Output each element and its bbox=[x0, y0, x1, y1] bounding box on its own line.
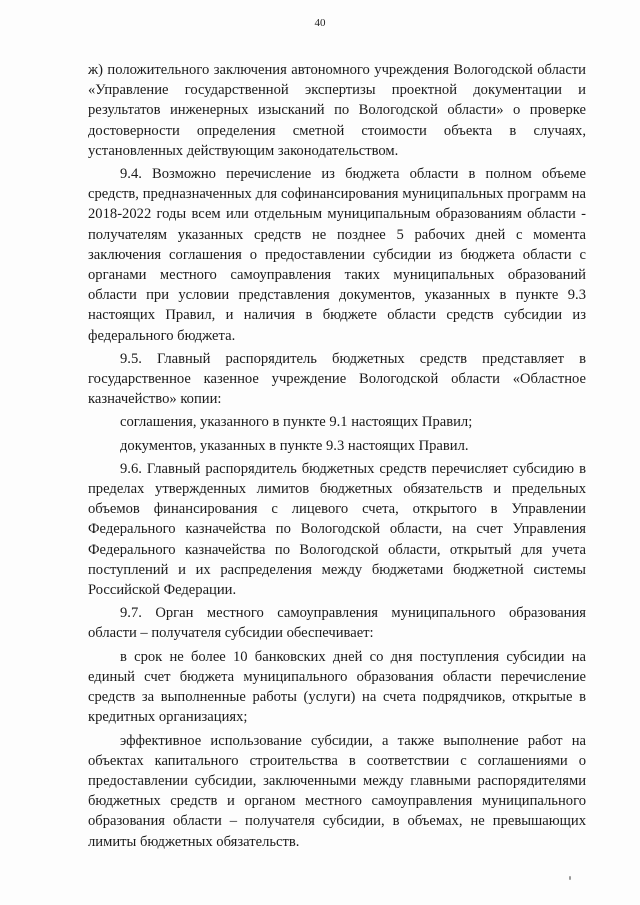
scan-speck bbox=[569, 876, 571, 880]
paragraph-9-7: 9.7. Орган местного самоуправления муниципального образования области – получателя субсидии обеспечивает: bbox=[88, 605, 586, 642]
paragraph-9-7-item-effective-use: эффективное использование субсидии, а также выполнение работ на объектах капитального строительства в соответствии с соглашениями о предоставлении субсидии, заключенными между главными распорядителями бюджетных средств и органом местного самоуправления муниципального образования области – получателя субсидии, в объемах, не превышающих лимиты бюджетных обязательств. bbox=[88, 732, 586, 850]
document-body bbox=[88, 60, 586, 852]
paragraph-9-7-item-transfer: в срок не более 10 банковских дней со дня поступления субсидии на единый счет бюджета муниципального образования области перечисление средств за выполненные работы (услуги) на счета подрядчиков, открытые в кредитных организациях; bbox=[88, 648, 586, 726]
paragraph-9-5: 9.5. Главный распорядитель бюджетных средств представляет в государственное казенное учреждение Вологодской области «Областное казначейство» копии: bbox=[88, 350, 586, 408]
page-number: 40 bbox=[314, 17, 326, 29]
paragraph-9-6: 9.6. Главный распорядитель бюджетных средств перечисляет субсидию в пределах утвержденных лимитов бюджетных обязательств и предельных объемов финансирования с лицевого счета, открытого в Управлении Федерального казначейства по Вологодской области, на счет Управления Федерального казначейства по Вологодской области, открытый для учета поступлений и их распределения между бюджетами бюджетной системы Российской Федерации. bbox=[88, 460, 586, 599]
paragraph-9-4: 9.4. Возможно перечисление из бюджета области в полном объеме средств, предназначенных для софинансирования муниципальных программ на 2018-2022 годы всем или отдельным муниципальным образованиям области - получателям указанных средств не позднее 5 рабочих дней с момента заключения соглашения о предоставлении субсидии из бюджета области с органами местного самоуправления таких муниципальных образований области при условии представления документов, указанных в пункте 9.3 настоящих Правил, и наличия в бюджете области средств субсидии из федерального бюджета. bbox=[88, 166, 586, 344]
paragraph-9-5-item-agreement: соглашения, указанного в пункте 9.1 настоящих Правил; bbox=[120, 414, 473, 431]
paragraph-zh: ж) положительного заключения автономного учреждения Вологодской области «Управление государственной экспертизы проектной документации и результатов инженерных изысканий по Вологодской области» о проверке достоверности определения сметной стоимости объекта в случаях, установленных действующим законодательством. bbox=[88, 62, 586, 159]
paragraph-9-5-item-documents: документов, указанных в пункте 9.3 настоящих Правил. bbox=[120, 437, 469, 454]
